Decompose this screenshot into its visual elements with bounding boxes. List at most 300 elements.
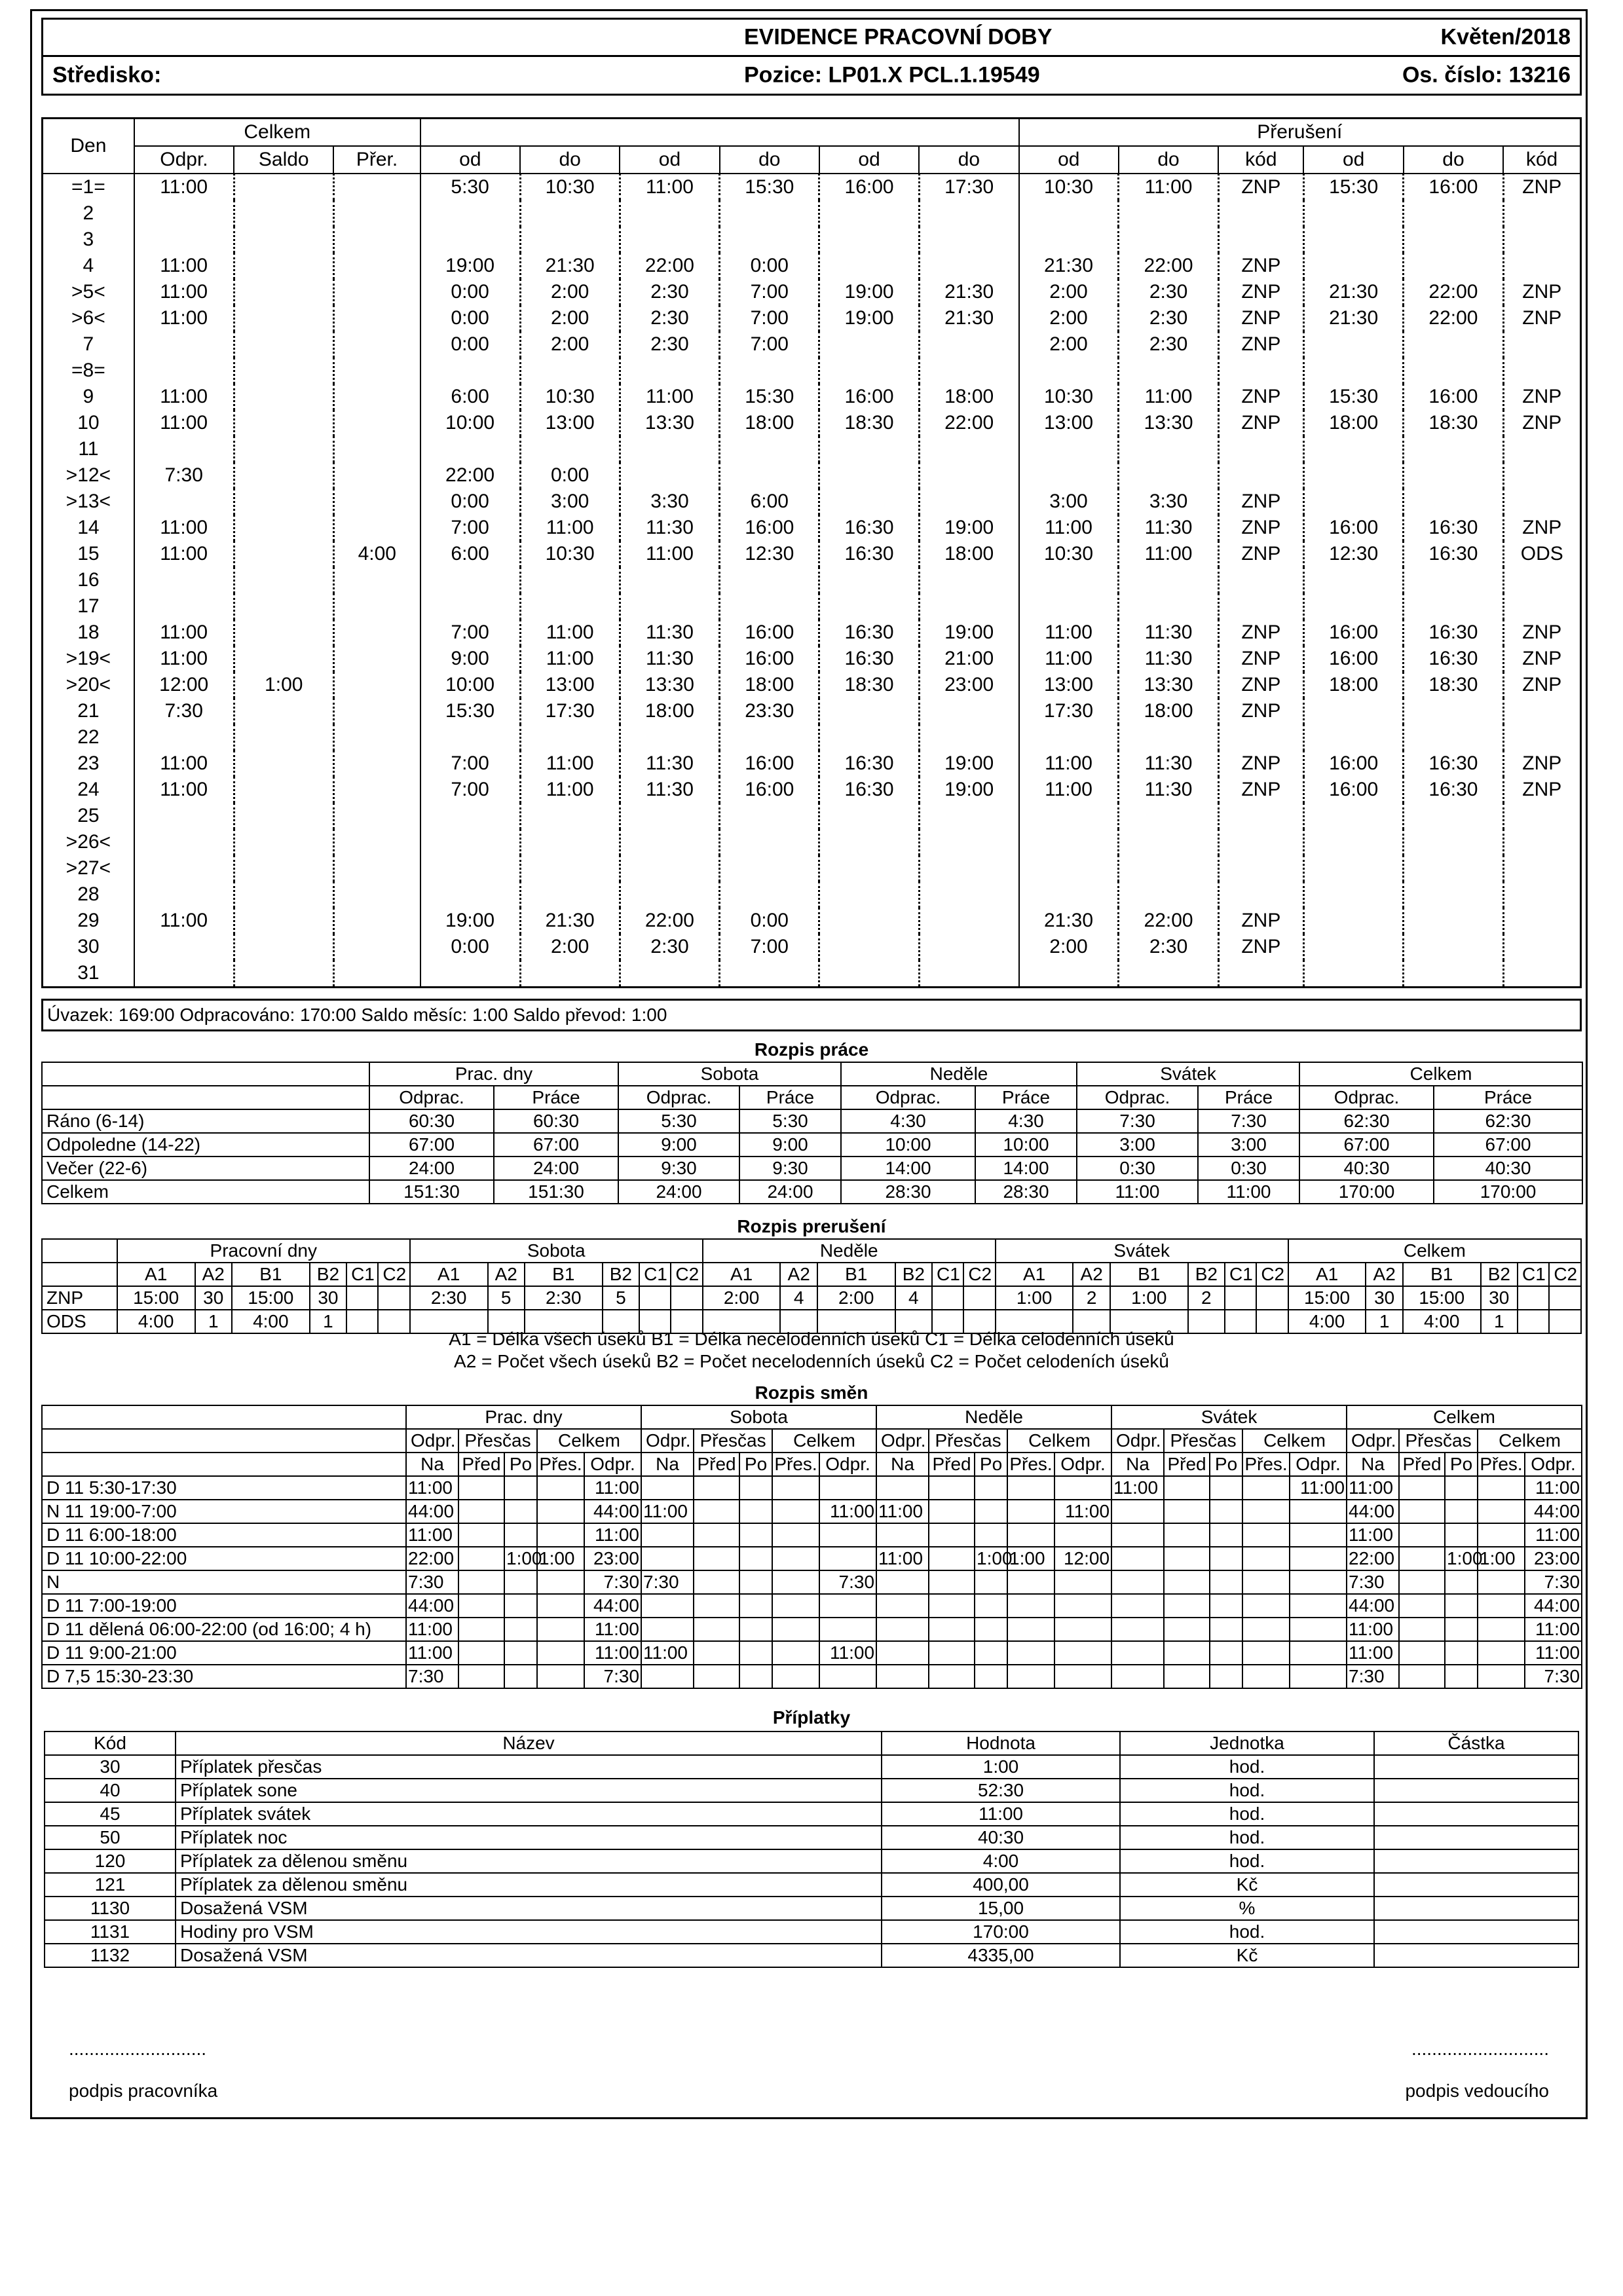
unit-cell: hod.: [1120, 1755, 1374, 1779]
code-cell: 1131: [45, 1920, 176, 1944]
code-cell: 1132: [45, 1944, 176, 1967]
time-cell: [720, 803, 819, 829]
value-cell: [458, 1618, 504, 1641]
time-cell: 23:00: [919, 672, 1018, 698]
time-cell: [1019, 829, 1119, 855]
value-cell: 4:30: [975, 1109, 1077, 1133]
amount-cell: [1374, 1779, 1578, 1802]
time-cell: 2:30: [620, 934, 719, 960]
value-cell: [772, 1476, 819, 1500]
value-cell: [537, 1618, 584, 1641]
time-cell: 22:00: [620, 908, 719, 934]
value-cell: [929, 1570, 975, 1594]
value-cell: [1054, 1476, 1111, 1500]
value-cell: [694, 1523, 739, 1547]
value-cell: [1164, 1618, 1210, 1641]
time-cell: [1019, 593, 1119, 620]
time-cell: [1404, 855, 1503, 881]
time-cell: 16:30: [1404, 777, 1503, 803]
time-cell: [1218, 436, 1303, 462]
time-cell: [420, 803, 520, 829]
table-row: [42, 1157, 1582, 1180]
column-header: B2: [603, 1263, 639, 1286]
time-cell: 10:30: [520, 174, 620, 200]
time-cell: [620, 803, 719, 829]
value-cell: 9:30: [739, 1157, 841, 1180]
value-cell: [932, 1286, 963, 1310]
day-cell: >12<: [65, 464, 111, 486]
time-cell: 22:00: [1119, 908, 1218, 934]
column-header: Před: [458, 1453, 504, 1476]
time-cell: ZNP: [1218, 620, 1303, 646]
value-cell: [1445, 1476, 1478, 1500]
time-cell: [1303, 358, 1403, 384]
time-cell: 16:00: [1303, 777, 1403, 803]
time-cell: 18:30: [1404, 672, 1503, 698]
time-cell: 11:00: [520, 777, 620, 803]
value-cell: [1518, 1286, 1549, 1310]
time-cell: ZNP: [1218, 279, 1303, 305]
value-cell: [772, 1665, 819, 1688]
table-row: [42, 1109, 1582, 1133]
table-row: [43, 227, 1581, 253]
time-cell: 2:00: [1019, 331, 1119, 358]
time-cell: [333, 515, 420, 541]
time-cell: [720, 960, 819, 988]
time-cell: [1404, 331, 1503, 358]
value-cell: 52:30: [882, 1779, 1120, 1802]
time-cell: ZNP: [1218, 410, 1303, 436]
unit-cell: Kč: [1120, 1873, 1374, 1897]
time-cell: [1119, 724, 1218, 750]
preruseni-header: Přerušení: [1019, 119, 1581, 147]
time-cell: 18:00: [919, 541, 1018, 567]
day-cell: 23: [77, 752, 100, 774]
column-header: Přer.: [333, 146, 420, 174]
value-cell: [772, 1523, 819, 1547]
time-cell: [520, 593, 620, 620]
time-cell: [620, 724, 719, 750]
time-cell: 16:00: [819, 174, 919, 200]
table-row: [42, 1500, 1582, 1523]
value-cell: 30: [195, 1286, 232, 1310]
time-cell: 2:30: [620, 331, 719, 358]
table-row: [43, 620, 1581, 646]
time-cell: [1503, 253, 1580, 279]
value-cell: [739, 1665, 772, 1688]
time-cell: [819, 253, 919, 279]
group-header: Sobota: [618, 1062, 841, 1086]
time-cell: 11:00: [1119, 384, 1218, 410]
day-cell: 31: [77, 962, 100, 984]
time-cell: 18:00: [919, 384, 1018, 410]
value-cell: 1:00: [504, 1547, 537, 1570]
time-cell: 9:00: [420, 646, 520, 672]
time-cell: 21:30: [1303, 279, 1403, 305]
column-header: od: [1303, 146, 1403, 174]
table-row: [43, 174, 1581, 200]
column-header: kód: [1218, 146, 1303, 174]
time-cell: 15:30: [1303, 384, 1403, 410]
table-row: [43, 358, 1581, 384]
column-header: Odpr.: [1525, 1453, 1582, 1476]
time-cell: ZNP: [1218, 750, 1303, 777]
value-cell: [694, 1618, 739, 1641]
value-cell: [458, 1523, 504, 1547]
value-cell: [1111, 1500, 1164, 1523]
value-cell: [504, 1476, 537, 1500]
time-cell: [819, 934, 919, 960]
value-cell: [1007, 1523, 1054, 1547]
day-cell: >19<: [65, 648, 111, 669]
time-cell: 19:00: [919, 777, 1018, 803]
time-cell: [620, 593, 719, 620]
time-cell: 11:30: [620, 620, 719, 646]
table-row: [42, 1618, 1582, 1641]
column-header: Přesčas: [1399, 1429, 1478, 1453]
time-cell: ZNP: [1503, 515, 1580, 541]
time-cell: [1503, 855, 1580, 881]
unit-cell: hod.: [1120, 1849, 1374, 1873]
value-cell: 24:00: [369, 1157, 494, 1180]
time-cell: [1503, 724, 1580, 750]
time-cell: 2:00: [520, 934, 620, 960]
time-cell: [420, 567, 520, 593]
value-cell: [1290, 1641, 1347, 1665]
time-cell: 18:00: [620, 698, 719, 724]
time-cell: 19:00: [420, 908, 520, 934]
time-cell: 11:00: [1019, 750, 1119, 777]
time-cell: [620, 358, 719, 384]
value-cell: 7:30: [584, 1665, 641, 1688]
time-cell: [1404, 200, 1503, 227]
value-cell: [1210, 1500, 1242, 1523]
code-cell: 40: [45, 1779, 176, 1802]
value-cell: [739, 1641, 772, 1665]
value-cell: [1111, 1665, 1164, 1688]
time-cell: [333, 227, 420, 253]
time-cell: [1503, 908, 1580, 934]
time-cell: 13:00: [520, 410, 620, 436]
time-cell: 10:30: [1019, 174, 1119, 200]
value-cell: [975, 1594, 1007, 1618]
value-cell: [876, 1523, 929, 1547]
day-cell: 11: [78, 438, 99, 460]
column-header: A1: [1288, 1263, 1366, 1286]
time-cell: [720, 724, 819, 750]
time-cell: [1218, 881, 1303, 908]
column-header: Po: [975, 1453, 1007, 1476]
time-cell: [1218, 960, 1303, 988]
value-cell: 24:00: [739, 1180, 841, 1204]
time-cell: [420, 436, 520, 462]
time-cell: [1303, 200, 1403, 227]
time-cell: [819, 908, 919, 934]
time-cell: 18:30: [819, 410, 919, 436]
time-cell: [333, 750, 420, 777]
name-cell: Příplatek svátek: [176, 1802, 882, 1826]
time-cell: [520, 960, 620, 988]
table-row: [42, 1476, 1582, 1500]
time-cell: [1503, 200, 1580, 227]
table-row: [45, 1849, 1578, 1873]
time-cell: [1119, 567, 1218, 593]
value-cell: [1111, 1570, 1164, 1594]
time-cell: [333, 174, 420, 200]
unit-cell: hod.: [1120, 1920, 1374, 1944]
shift-label: D 11 dělená 06:00-22:00 (od 16:00; 4 h): [42, 1618, 406, 1641]
value-cell: 44:00: [1525, 1594, 1582, 1618]
time-cell: [720, 358, 819, 384]
table-row: [43, 829, 1581, 855]
amount-cell: [1374, 1849, 1578, 1873]
rozpis-smen-title: Rozpis směn: [755, 1382, 868, 1403]
group-header: Prac. dny: [369, 1062, 618, 1086]
table-row: [43, 750, 1581, 777]
time-cell: ZNP: [1503, 279, 1580, 305]
column-header: Kód: [45, 1731, 176, 1755]
value-cell: 14:00: [841, 1157, 975, 1180]
table-row: [42, 1570, 1582, 1594]
column-header: do: [1119, 146, 1218, 174]
time-cell: [919, 436, 1018, 462]
value-cell: 11:00: [1347, 1476, 1399, 1500]
time-cell: ZNP: [1503, 384, 1580, 410]
value-cell: [819, 1665, 876, 1688]
time-cell: [1119, 436, 1218, 462]
column-header: Po: [504, 1453, 537, 1476]
time-cell: [234, 541, 333, 567]
value-cell: [1290, 1523, 1347, 1547]
shift-label: D 11 6:00-18:00: [42, 1523, 406, 1547]
time-cell: [1119, 200, 1218, 227]
time-cell: [1019, 881, 1119, 908]
shift-label: D 11 9:00-21:00: [42, 1641, 406, 1665]
time-cell: [1218, 803, 1303, 829]
value-cell: [1210, 1547, 1242, 1570]
column-header: C1: [1518, 1263, 1549, 1286]
value-cell: 40:30: [1299, 1157, 1434, 1180]
time-cell: 19:00: [919, 750, 1018, 777]
time-cell: [1019, 855, 1119, 881]
time-cell: [234, 358, 333, 384]
value-cell: [346, 1286, 378, 1310]
time-cell: 2:30: [620, 305, 719, 331]
time-cell: 11:00: [134, 750, 234, 777]
time-cell: [720, 200, 819, 227]
time-cell: [333, 960, 420, 988]
time-cell: 11:30: [620, 777, 719, 803]
blank-header: [42, 1086, 369, 1109]
value-cell: 44:00: [406, 1500, 458, 1523]
value-cell: 11:00: [1198, 1180, 1299, 1204]
time-cell: 0:00: [420, 305, 520, 331]
time-cell: 16:00: [720, 620, 819, 646]
time-cell: [919, 855, 1018, 881]
day-cell: >20<: [65, 674, 111, 695]
day-cell: 25: [77, 805, 100, 826]
time-cell: [333, 881, 420, 908]
value-cell: [1399, 1665, 1445, 1688]
time-cell: 11:00: [1019, 515, 1119, 541]
time-cell: [1303, 960, 1403, 988]
unit-cell: hod.: [1120, 1779, 1374, 1802]
column-header: Práce: [739, 1086, 841, 1109]
time-cell: [1503, 567, 1580, 593]
value-cell: 170:00: [1299, 1180, 1434, 1204]
time-cell: [520, 227, 620, 253]
column-header: A2: [1366, 1263, 1402, 1286]
time-cell: [234, 593, 333, 620]
value-cell: [1445, 1641, 1478, 1665]
time-cell: 16:00: [1303, 515, 1403, 541]
time-cell: [234, 462, 333, 489]
time-cell: [620, 567, 719, 593]
table-row: [43, 462, 1581, 489]
time-cell: [234, 253, 333, 279]
table-row: [42, 1180, 1582, 1204]
value-cell: 4:00: [117, 1310, 195, 1333]
time-cell: ZNP: [1218, 698, 1303, 724]
value-cell: 11:00: [819, 1500, 876, 1523]
time-cell: [333, 777, 420, 803]
value-cell: [1445, 1500, 1478, 1523]
value-cell: 1:00: [1007, 1547, 1054, 1570]
table-row: [42, 1594, 1582, 1618]
value-cell: [739, 1476, 772, 1500]
value-cell: [1054, 1594, 1111, 1618]
time-cell: 1:00: [234, 672, 333, 698]
value-cell: 15:00: [1403, 1286, 1481, 1310]
value-cell: [1549, 1286, 1581, 1310]
day-cell: 17: [77, 595, 100, 617]
title-bar: [41, 18, 1582, 57]
value-cell: [1399, 1523, 1445, 1547]
value-cell: [504, 1641, 537, 1665]
time-cell: 19:00: [919, 620, 1018, 646]
time-cell: 21:30: [919, 279, 1018, 305]
time-cell: [919, 724, 1018, 750]
time-cell: [1503, 698, 1580, 724]
time-cell: 15:30: [420, 698, 520, 724]
time-cell: [1503, 358, 1580, 384]
value-cell: 23:00: [1525, 1547, 1582, 1570]
time-cell: [234, 489, 333, 515]
name-cell: Hodiny pro VSM: [176, 1920, 882, 1944]
unit-cell: hod.: [1120, 1826, 1374, 1849]
column-header: C1: [639, 1263, 671, 1286]
value-cell: [819, 1594, 876, 1618]
time-cell: 19:00: [819, 279, 919, 305]
day-cell: 24: [77, 779, 100, 800]
value-cell: [876, 1618, 929, 1641]
value-cell: [1256, 1286, 1288, 1310]
value-cell: [772, 1594, 819, 1618]
time-cell: [234, 279, 333, 305]
value-cell: 28:30: [975, 1180, 1077, 1204]
value-cell: [975, 1570, 1007, 1594]
table-row: [43, 436, 1581, 462]
time-cell: 11:00: [134, 279, 234, 305]
time-cell: [1119, 960, 1218, 988]
time-cell: [620, 881, 719, 908]
value-cell: [1478, 1665, 1525, 1688]
value-cell: [504, 1500, 537, 1523]
value-cell: 9:00: [618, 1133, 739, 1157]
daily-records-table: [41, 117, 1582, 988]
value-cell: 11:00: [406, 1523, 458, 1547]
table-row: [43, 724, 1581, 750]
column-header: Odpr.: [1111, 1429, 1164, 1453]
value-cell: [975, 1665, 1007, 1688]
time-cell: 11:00: [134, 908, 234, 934]
value-cell: [1242, 1476, 1290, 1500]
time-cell: 22:00: [919, 410, 1018, 436]
value-cell: [1399, 1547, 1445, 1570]
time-cell: [333, 567, 420, 593]
name-cell: Dosažená VSM: [176, 1944, 882, 1967]
table-row: [42, 1641, 1582, 1665]
value-cell: 5:30: [739, 1109, 841, 1133]
value-cell: [1290, 1594, 1347, 1618]
shift-label: N 11 19:00-7:00: [42, 1500, 406, 1523]
column-header: Práce: [1198, 1086, 1299, 1109]
amount-cell: [1374, 1897, 1578, 1920]
value-cell: 4: [780, 1286, 817, 1310]
value-cell: 11:00: [882, 1802, 1120, 1826]
column-header: Přes.: [772, 1453, 819, 1476]
shift-label: D 11 10:00-22:00: [42, 1547, 406, 1570]
time-cell: [1503, 803, 1580, 829]
name-cell: Dosažená VSM: [176, 1897, 882, 1920]
column-header: Po: [739, 1453, 772, 1476]
table-row: [43, 908, 1581, 934]
value-cell: 4:00: [882, 1849, 1120, 1873]
time-cell: 7:00: [720, 934, 819, 960]
time-cell: [819, 200, 919, 227]
time-cell: [1404, 724, 1503, 750]
shift-label: D 11 7:00-19:00: [42, 1594, 406, 1618]
time-cell: 16:00: [720, 515, 819, 541]
value-cell: [641, 1523, 694, 1547]
day-cell: 14: [77, 517, 100, 538]
value-cell: 0:30: [1077, 1157, 1198, 1180]
value-cell: [929, 1641, 975, 1665]
value-cell: [1290, 1500, 1347, 1523]
table-row: [45, 1802, 1578, 1826]
time-cell: 11:00: [520, 646, 620, 672]
time-cell: [333, 934, 420, 960]
time-cell: ZNP: [1218, 174, 1303, 200]
time-cell: 11:00: [134, 541, 234, 567]
time-cell: [720, 881, 819, 908]
value-cell: 151:30: [494, 1180, 618, 1204]
value-cell: [1290, 1665, 1347, 1688]
time-cell: [1303, 331, 1403, 358]
time-cell: 11:00: [134, 515, 234, 541]
time-cell: [234, 777, 333, 803]
time-cell: [520, 200, 620, 227]
value-cell: [537, 1500, 584, 1523]
amount-cell: [1374, 1944, 1578, 1967]
value-cell: [1242, 1618, 1290, 1641]
value-cell: 7:30: [1077, 1109, 1198, 1133]
column-header: Přesčas: [694, 1429, 772, 1453]
column-header: Odpr.: [876, 1429, 929, 1453]
column-header: A1: [117, 1263, 195, 1286]
value-cell: 9:30: [618, 1157, 739, 1180]
time-cell: [819, 436, 919, 462]
